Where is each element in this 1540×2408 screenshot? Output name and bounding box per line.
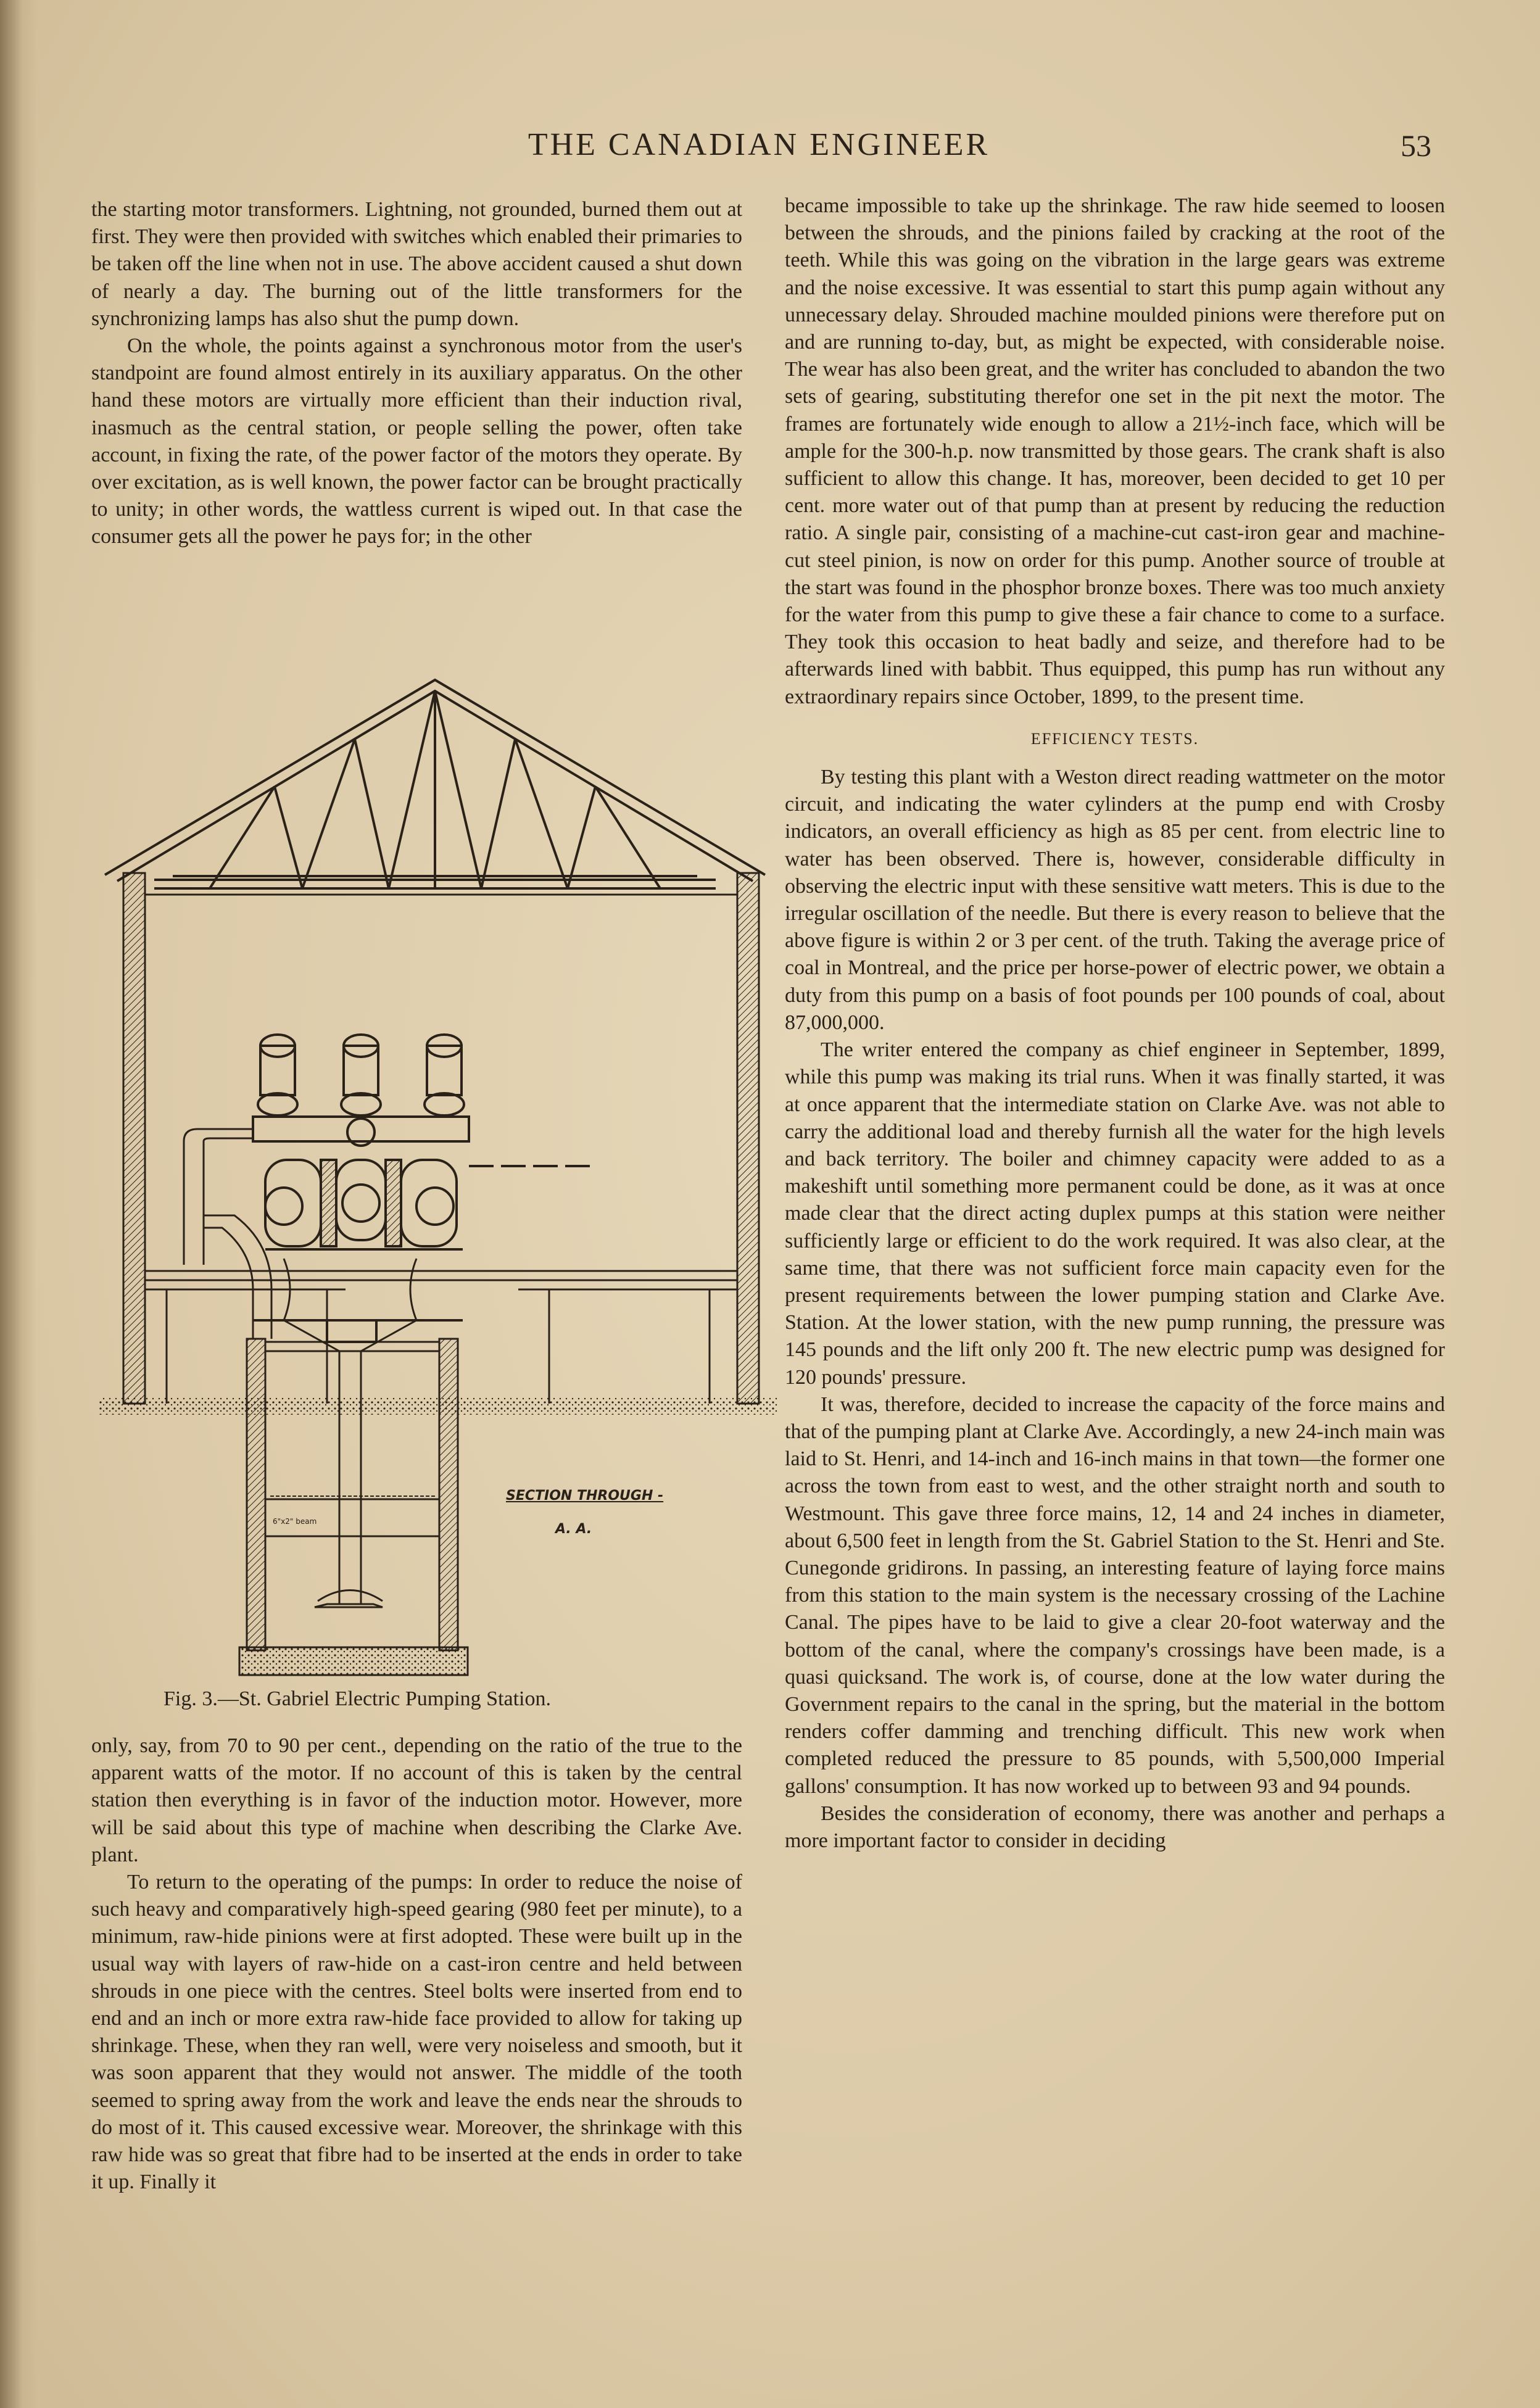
paragraph: By testing this plant with a Weston direct reading wattmeter on the motor circuit, and indicating the water cylinders at the pump end with Crosby indicators, an overall efficiency as high as 85 per cent. from electric line to water has been observed. There is, however, considerable difficulty in observing the electric input with these sensitive watt meters. This is due to the irregular oscillation of the needle. But there is every reason to believe that the above figure is within 2 or 3 per cent. of the truth. Taking the average price of coal in Montreal, and the price per horse-power of electric power, we obtain a duty from this pump on a basis of foot pounds per 100 pounds of coal, about 87,000,000. — [785, 766, 1445, 1034]
left-column-bottom — [91, 1732, 742, 2196]
paragraph: the starting motor transformers. Lightning, not grounded, burned them out at first. They were then provided with switches which enabled their primaries to be taken off the line when not in use. The above accident caused a shut down of nearly a day. The burning out of the little transformers for the synchronizing lamps has also shut the pump down. — [91, 198, 742, 330]
page-number: 53 — [1401, 128, 1431, 163]
paragraph: became impossible to take up the shrinkage. The raw hide seemed to loosen between the shrouds, and the pinions failed by cracking at the root of the teeth. While this was going on the vibration in the large gears was extreme and the noise excessive. It was essential to start this pump again without any unnecessary delay. Shrouded machine moulded pinions were therefore put on and are running to-day, but, as might be expected, with considerable noise. The wear has also been great, and the writer has concluded to abandon the two sets of gearing, substituting therefor one set in the pit next the motor. The frames are fortunately wide enough to allow a 21½-inch face, which will be ample for the 300-h.p. now transmitted by those gears. The crank shaft is also sufficient to allow this change. It has, moreover, been decided to get 10 per cent. more water out of that pump than at present by reducing the reduction ratio. A single pair, consisting of a machine-cut cast-iron gear and machine-cut steel pinion, is now on order for this pump. Another source of trouble at the start was found in the phosphor bronze boxes. There was too much anxiety for the water from this pump to give these a fair chance to come to a surface. They took this occasion to heat badly and seize, and therefore had to be afterwards lined with babbit. Thus equipped, this pump has run without any extraordinary repairs since October, 1899, to the present time. — [785, 194, 1445, 708]
paragraph: On the whole, the points against a synchronous motor from the user's standpoint are found almost entirely in its auxiliary apparatus. On the other hand these motors are virtually more efficient than their induction rival, inasmuch as the central station, or people selling the power, often take account, in fixing the rate, of the power factor of the motors they operate. By over excitation, as is well known, the power factor can be brought practically to unity; in other words, the wattless current is wiped out. In that case the consumer gets all the power he pays for; in the other — [91, 334, 742, 548]
section-heading: EFFICIENCY TESTS. — [1030, 729, 1199, 748]
beam-note: 6"x2" beam — [273, 1517, 317, 1526]
section-drawing — [99, 672, 790, 1721]
paragraph: It was, therefore, decided to increase the capacity of the force mains and that of the pumping plant at Clarke Ave. Accordingly, a new 24-inch main was laid to St. Henri, and 14-inch and 16-inch mains in that town—the former one across the town from east to west, and the other straight north and south to Westmount. This gave three force mains, 12, 14 and 24 inches in diameter, about 6,500 feet in length from the St. Gabriel Station to the St. Henri and Ste. Cunegonde gridirons. In passing, an interesting feature of laying force mains from this station to the main system is the necessary crossing of the Lachine Canal. The pipes have to be laid to give a clear 20-foot waterway and the bottom of the canal, where the company's crossings have been made, is a quasi quicksand. The work is, of course, done at the low water during the Government repairs to the canal in the spring, but the material in the bottom renders coffer damming and trenching difficult. This new work when completed reduced the pressure to 85 pounds, with 5,500,000 Imperial gallons' consumption. It has now worked up to between 93 and 94 pounds. — [785, 1392, 1445, 1798]
right-column — [785, 192, 1445, 1855]
page-header — [49, 126, 1468, 176]
paragraph: only, say, from 70 to 90 per cent., depending on the ratio of the true to the apparent watts of the motor. If no account of this is taken by the central station then everything is in favor of the induction motor. However, more will be said about this type of machine when describing the Clarke Ave. plant. — [91, 1734, 742, 1866]
paragraph: The writer entered the company as chief engineer in September, 1899, while this pump was making its trial runs. When it was finally started, it was at once apparent that the intermediate station on Clarke Ave. was not able to carry the additional load and thereby furnish all the water for the high levels and back territory. The boiler and chimney capacity were added to as a makeshift until something more permanent could be done, as it was at once made clear that the direct acting duplex pumps at this station were neither sufficiently large or efficient to do the work required. It was also clear, at the same time, that there was not sufficient force main capacity even for the present requirements between the lower pumping station and Clarke Ave. Station. At the lower station, with the new pump running, the pressure was 145 pounds and the lift only 200 ft. The new electric pump was designed for 120 pounds' pressure. — [785, 1038, 1445, 1389]
section-label: SECTION THROUGH - — [506, 1488, 664, 1504]
figure-caption: Fig. 3.—St. Gabriel Electric Pumping Station. — [164, 1687, 552, 1710]
journal-title: THE CANADIAN ENGINEER — [528, 127, 990, 162]
binding-gutter — [0, 0, 37, 2408]
paragraph: Besides the consideration of economy, there was another and perhaps a more important factor to consider in deciding — [785, 1802, 1445, 1852]
paragraph: To return to the operating of the pumps: In order to reduce the noise of such heavy and comparatively high-speed gearing (980 feet per minute), to a minimum, raw-hide pinions were at first adopted. These were built up in the usual way with layers of raw-hide on a cast-iron centre and held between shrouds in one piece with the centres. Steel bolts were inserted from end to end and an inch or more extra raw-hide face provided to allow for taking up shrinkage. These, when they ran well, were very noiseless and smooth, but it was soon apparent that they would not answer. The middle of the tooth seemed to spring away from the work and leave the ends near the shrouds to do most of it. This caused excessive wear. Moreover, the shrinkage with this raw hide was so great that fibre had to be inserted at the ends in order to take it up. Finally it — [91, 1871, 742, 2194]
left-column-top — [91, 196, 742, 551]
pumping-station-figure — [99, 672, 790, 1721]
section-label-aa: A. A. — [555, 1521, 592, 1537]
